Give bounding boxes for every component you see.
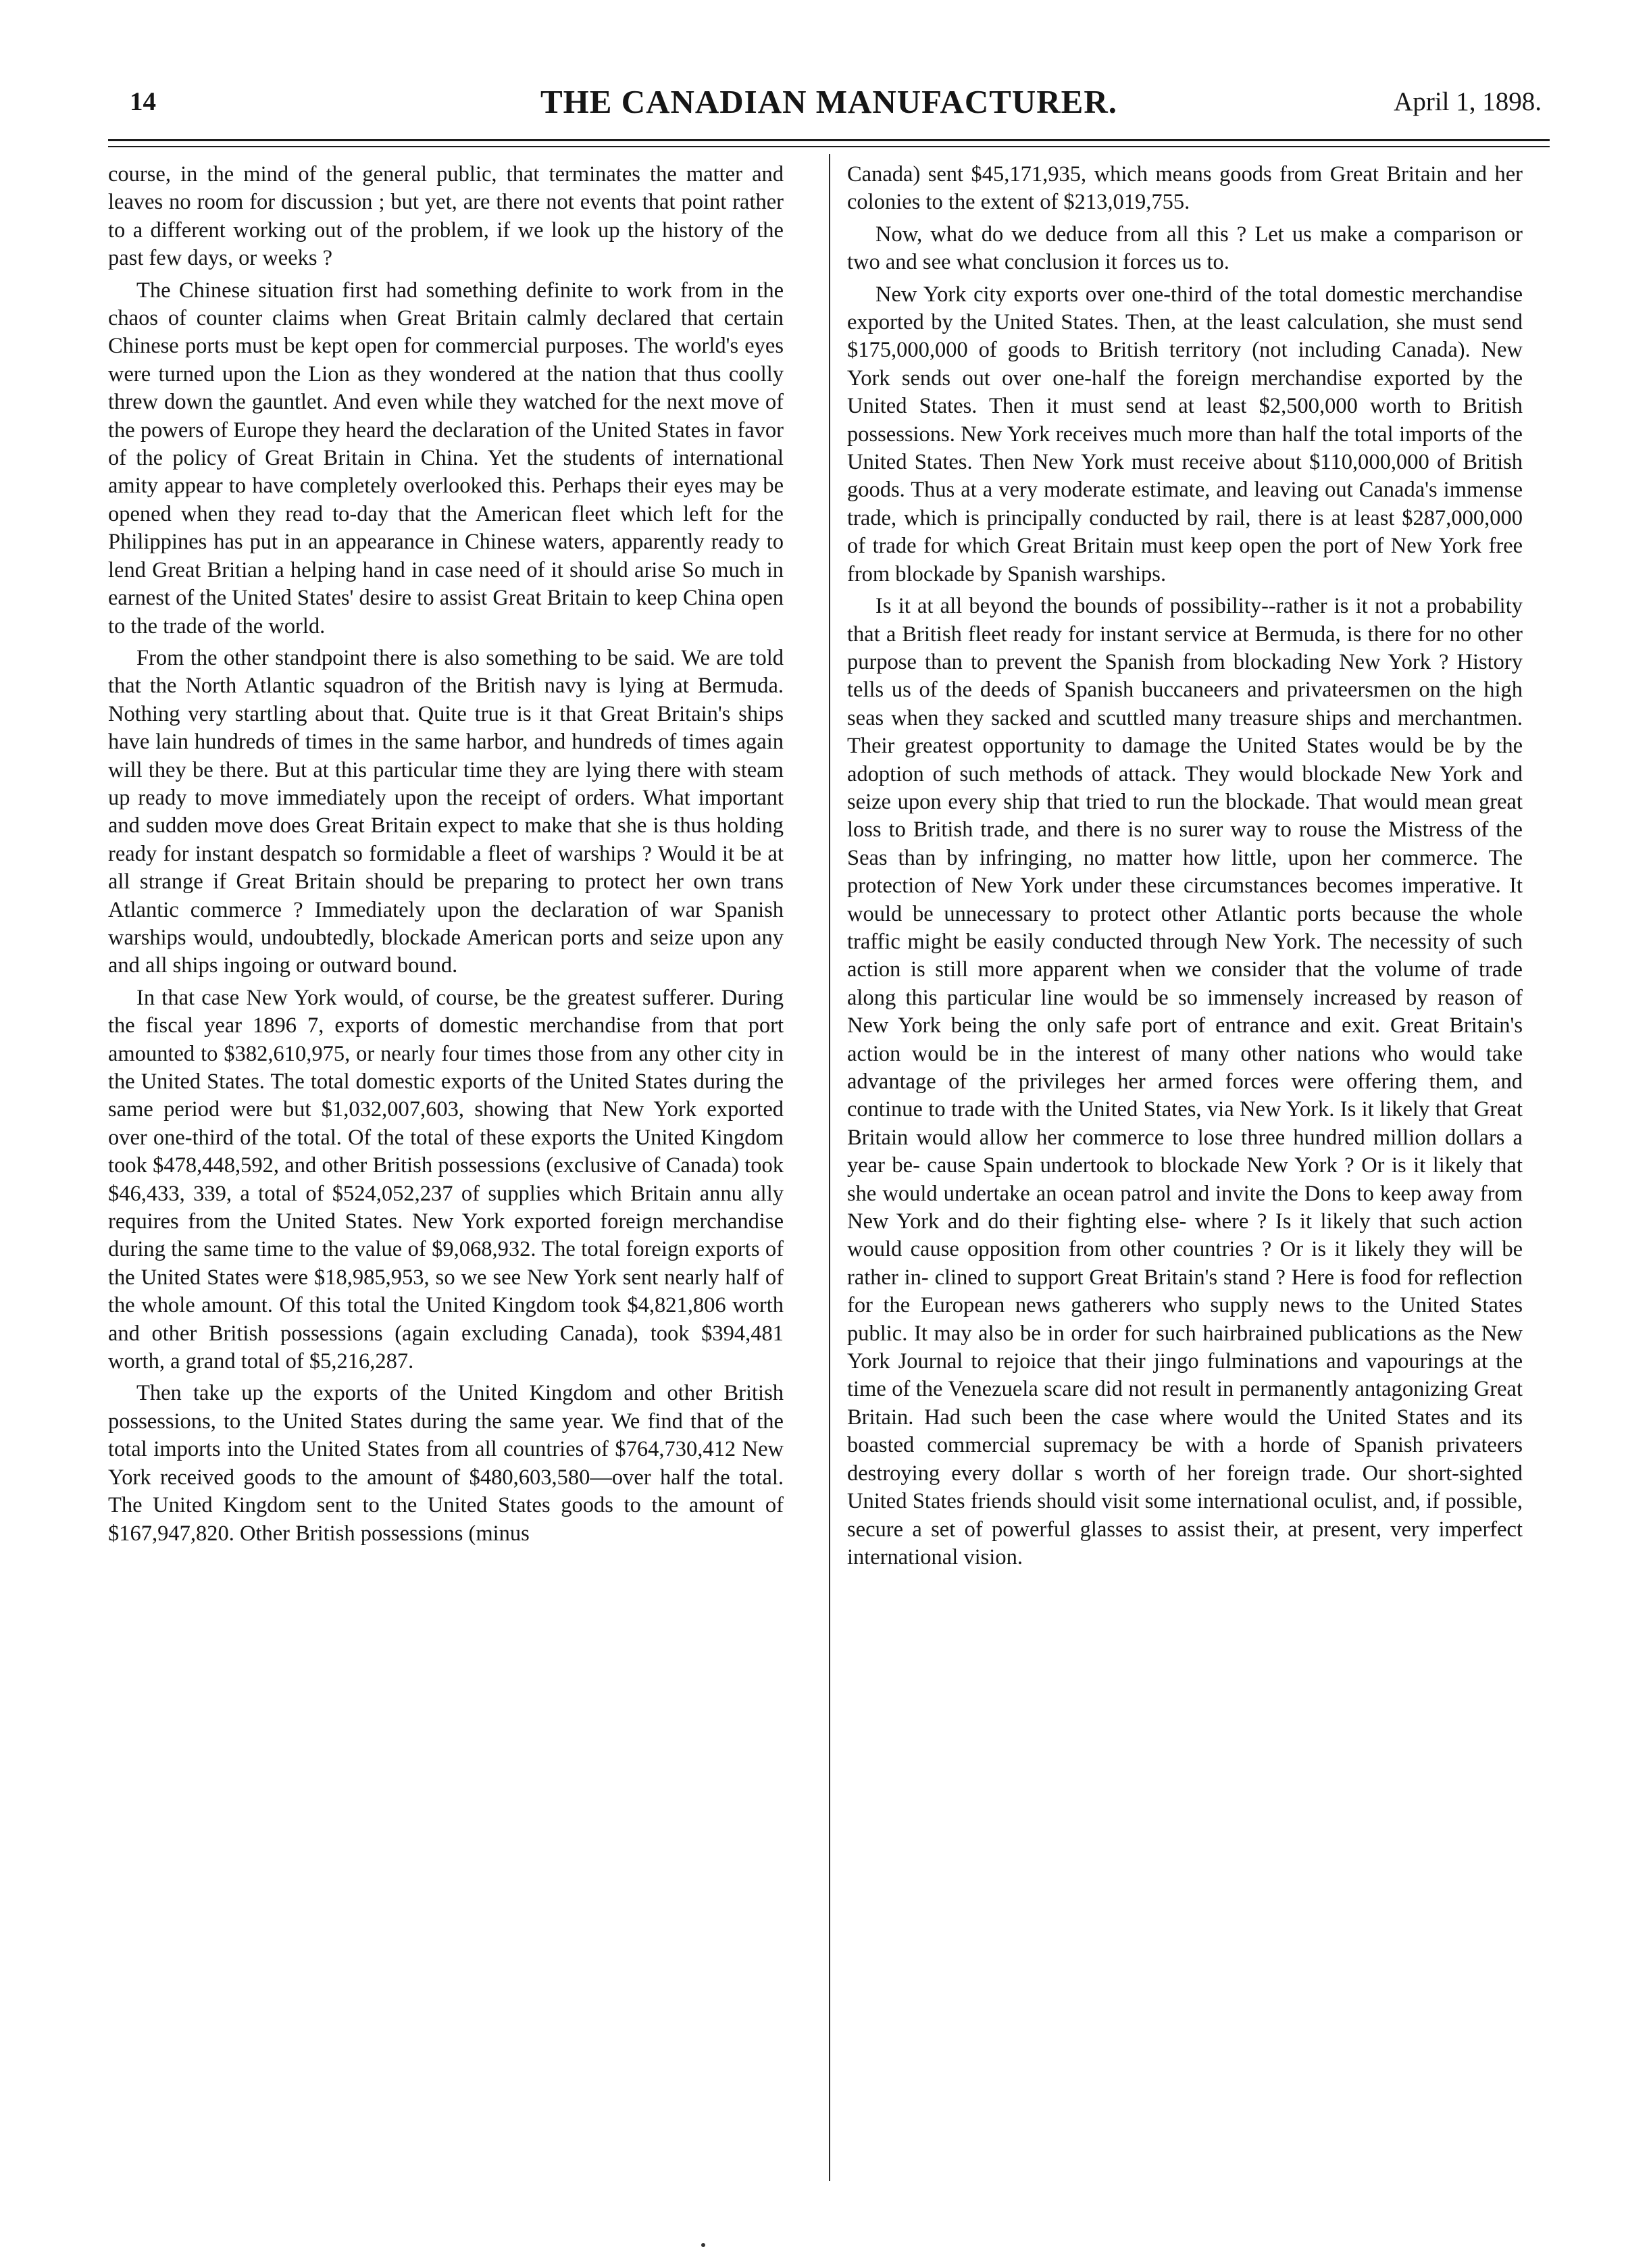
print-speck: [701, 2243, 705, 2247]
column-divider: [829, 154, 830, 2181]
publication-title: THE CANADIAN MANUFACTURER.: [540, 83, 1117, 120]
paragraph: Is it at all beyond the bounds of possibility--rather is it not a probability that a British fleet ready for instant service at Bermuda, is there for no other purpose than to prevent the Spanish from blockading New York ? History tells us of the deeds of Spanish buccaneers and privateersmen on the high seas when they sacked and scuttled many treasure ships and merchantmen. Their greatest opportunity to damage the United States would be by the adoption of such methods of attack. They would blockade New York and seize upon every ship that tried to run the blockade. That would mean great loss to British trade, and there is no surer way to rouse the Mistress of the Seas than by infringing, no matter how little, upon her commerce. The protection of New York under these circumstances becomes imperative. It would be unnecessary to protect other Atlantic ports because the whole traffic might be easily conducted through New York. The necessity of such action is still more apparent when we consider that the volume of trade along this particular line would be so immensely increased by reason of New York being the only safe port of entrance and exit. Great Britain's action would be in the interest of many other nations who would take advantage of the privileges her armed forces were offering them, and continue to trade with the United States, via New York. Is it likely that Great Britain would allow her commerce to lose three hundred million dollars a year be- cause Spain undertook to blockade New York ? Or is it likely that she would undertake an ocean patrol and invite the Dons to keep away from New York and do their fighting else- where ? Is it likely that such action would cause opposition from other countries ? Or is it likely they will be rather in- clined to support Great Britain's stand ? Here is food for reflection for the European news gatherers who supply news to the United States public. It may also be in order for such hairbrained publications as the New York Journal to rejoice that their jingo fulminations and vapourings at the time of the Venezuela scare did not result in permanently antagonizing Great Britain. Had such been the case where would the United States and its boasted commercial supremacy be with a horde of Spanish privateers destroying every dollar s worth of her foreign trade. Our short-sighted United States friends should visit some international oculist, and, if possible, secure a set of powerful glasses to assist their, at present, very imperfect international vision.: [847, 594, 1523, 1569]
paragraph: The Chinese situation first had something definite to work from in the chaos of counter claims when Great Britain calmly declared that certain Chinese ports must be kept open for commercial purposes. The world's eyes were turned upon the Lion as they wondered at the nation that thus coolly threw down the gauntlet. And even while they watched for the next move of the powers of Europe they heard the declaration of the United States in favor of the policy of Great Britain in China. Yet the students of international amity appear to have completely overlooked this. Perhaps their eyes may be opened when they read to-day that the American fleet which left for the Philippines has put in an appearance in Chinese waters, apparently ready to lend Great Britian a helping hand in case need of it should arise So much in earnest of the United States' desire to assist Great Britain to keep China open to the trade of the world.: [108, 278, 784, 638]
paragraph: Then take up the exports of the United Kingdom and other British possessions, to the United States during the same year. We find that of the total imports into the United States from all countries of $764,730,412 New York received goods to the amount of $480,603,580—over half the total. The United Kingdom sent to the United States goods to the amount of $167,947,820. Other British possessions (minus: [108, 1381, 784, 1546]
paragraph: Canada) sent $45,171,935, which means goods from Great Britain and her colonies to the extent of $213,019,755.: [847, 162, 1523, 215]
paragraph: course, in the mind of the general public, that terminates the matter and leaves no room for discussion ; but yet, are there not events that point rather to a different working out of the problem, if we look up the history of the past few days, or weeks ?: [108, 162, 784, 271]
paragraph: Now, what do we deduce from all this ? Let us make a comparison or two and see what conclusion it forces us to.: [847, 222, 1523, 275]
page-header: [108, 83, 1550, 127]
header-rule-thin: [108, 146, 1550, 147]
paragraph: From the other standpoint there is also something to be said. We are told that the North Atlantic squadron of the British navy is lying at Bermuda. Nothing very startling about that. Quite true is it that Great Britain's ships have lain hundreds of times in the same harbor, and hundreds of times again will they be there. But at this particular time they are lying there with steam up ready to move immediately upon the receipt of orders. What important and sudden move does Great Britain expect to make that she is thus holding ready for instant despatch so formidable a fleet of warships ? Would it be at all strange if Great Britain should be preparing to protect her own trans Atlantic commerce ? Immediately upon the declaration of war Spanish warships would, undoubtedly, blockade American ports and seize upon any and all ships ingoing or outward bound.: [108, 645, 784, 978]
issue-date: April 1, 1898.: [1394, 87, 1542, 116]
right-column: [847, 161, 1523, 1576]
paragraph: New York city exports over one-third of the total domestic merchandise exported by the United States. Then, at the least calculation, she must send $175,000,000 of goods to British territory (not including Canada). New York sends out over one-half the foreign merchandise exported by the United States. Then it must send at least $2,500,000 worth to British possessions. New York receives much more than half the total imports of the United States. Then New York must receive about $110,000,000 of British goods. Thus at a very moderate estimate, and leaving out Canada's immense trade, which is principally conducted by rail, there is at least $287,000,000 of trade for which Great Britain must keep open the port of New York free from blockade by Spanish warships.: [847, 282, 1523, 586]
paragraph: In that case New York would, of course, be the greatest sufferer. During the fiscal year 1896 7, exports of domestic merchandise from that port amounted to $382,610,975, or nearly four times those from any other city in the United States. The total domestic exports of the United States during the same period were but $1,032,007,603, showing that New York exported over one-third of the total. Of the total of these exports the United Kingdom took $478,448,592, and other British possessions (exclusive of Canada) took $46,433, 339, a total of $524,052,237 of supplies which Britain annu ally requires from the United States. New York exported foreign merchandise during the same time to the value of $9,068,932. The total foreign exports of the United States were $18,985,953, so we see New York sent nearly half of the whole amount. Of this total the United Kingdom took $4,821,806 worth and other British possessions (again excluding Canada), took $394,481 worth, a grand total of $5,216,287.: [108, 985, 784, 1374]
left-column: [108, 161, 784, 1552]
page-number: 14: [130, 87, 156, 116]
header-rule: [108, 139, 1550, 141]
